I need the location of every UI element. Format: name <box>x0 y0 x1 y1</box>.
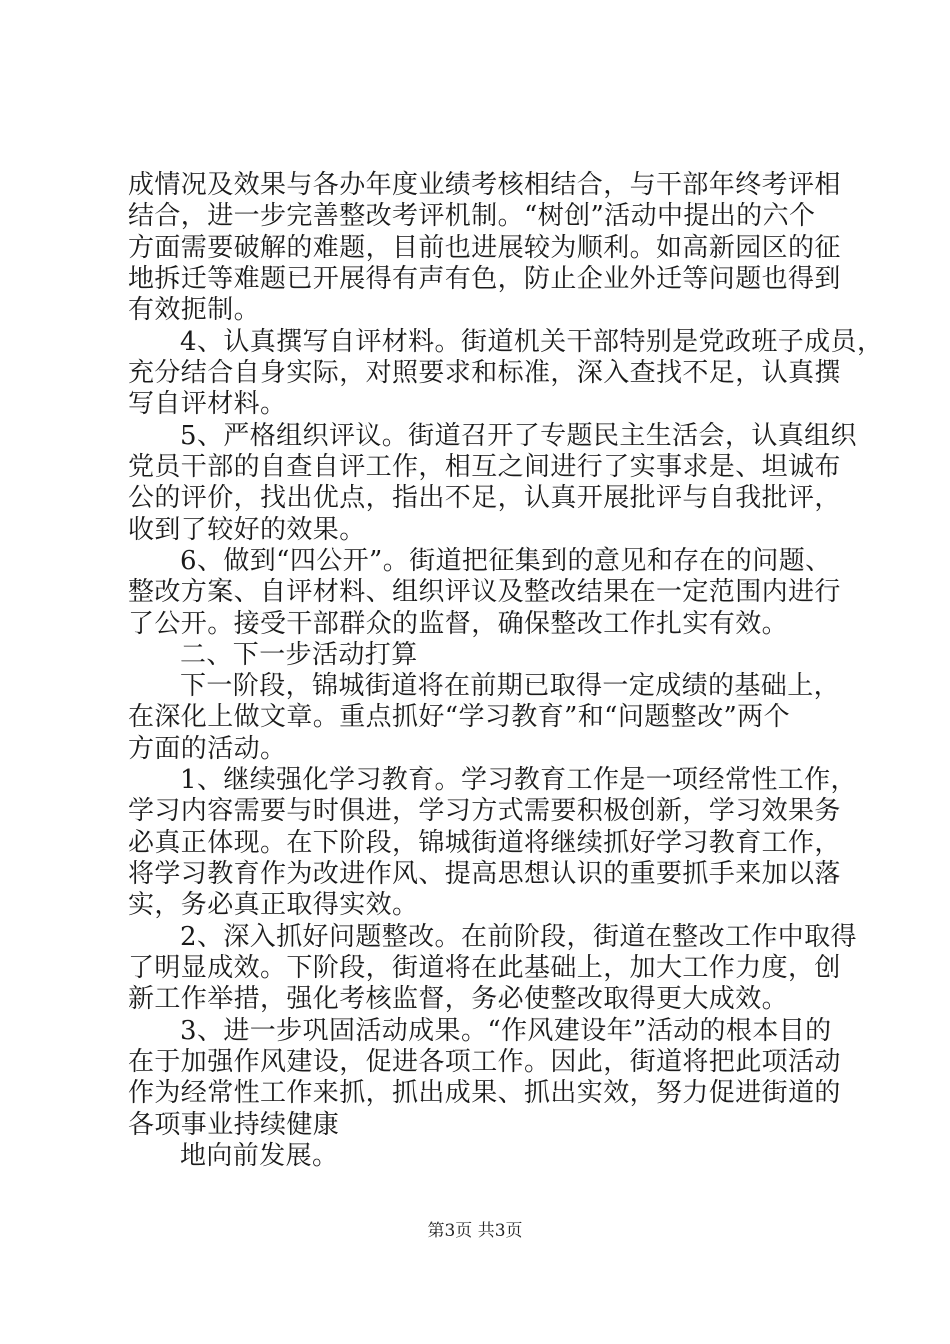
paragraph-first-line: 3、进一步巩固活动成果。“作风建设年”活动的根本目的 <box>180 1016 832 1046</box>
body-line: 学习内容需要与时俱进，学习方式需要积极创新，学习效果务 <box>128 796 841 826</box>
body-line: 了公开。接受干部群众的监督，确保整改工作扎实有效。 <box>128 609 789 639</box>
paragraph-first-line: 5、严格组织评议。街道召开了专题民主生活会，认真组织 <box>180 421 857 451</box>
body-line: 有效扼制。 <box>128 295 261 325</box>
body-line: 作为经常性工作来抓，抓出成果、抓出实效，努力促进街道的 <box>128 1078 841 1108</box>
body-line: 了明显成效。下阶段，街道将在此基础上，加大工作力度，创 <box>128 953 841 983</box>
body-line: 公的评价，找出优点，指出不足，认真开展批评与自我批评， <box>128 483 841 513</box>
body-line: 方面的活动。 <box>128 734 287 764</box>
body-line: 在深化上做文章。重点抓好“学习教育”和“问题整改”两个 <box>128 702 790 732</box>
paragraph-first-line: 2、深入抓好问题整改。在前阶段，街道在整改工作中取得 <box>180 922 857 952</box>
body-line: 方面需要破解的难题，目前也进展较为顺利。如高新园区的征 <box>128 233 841 263</box>
body-line: 新工作举措，强化考核监督，务必使整改取得更大成效。 <box>128 984 789 1014</box>
body-line: 必真正体现。在下阶段，锦城街道将继续抓好学习教育工作， <box>128 828 841 858</box>
paragraph-first-line: 下一阶段，锦城街道将在前期已取得一定成绩的基础上， <box>180 671 841 701</box>
body-line: 收到了较好的效果。 <box>128 515 366 545</box>
body-line: 在于加强作风建设，促进各项工作。因此，街道将把此项活动 <box>128 1047 841 1077</box>
body-line: 写自评材料。 <box>128 389 287 419</box>
body-line: 实，务必真正取得实效。 <box>128 890 419 920</box>
paragraph-first-line: 6、做到“四公开”。街道把征集到的意见和存在的问题、 <box>180 546 832 576</box>
body-line: 充分结合自身实际，对照要求和标准，深入查找不足，认真撰 <box>128 358 841 388</box>
body-line: 地拆迁等难题已开展得有声有色，防止企业外迁等问题也得到 <box>128 264 841 294</box>
body-line: 各项事业持续健康 <box>128 1110 340 1140</box>
body-line: 地向前发展。 <box>180 1141 339 1171</box>
body-line: 党员干部的自查自评工作，相互之间进行了实事求是、坦诚布 <box>128 452 841 482</box>
paragraph-first-line: 4、认真撰写自评材料。街道机关干部特别是党政班子成员， <box>180 327 884 357</box>
body-line: 将学习教育作为改进作风、提高思想认识的重要抓手来加以落 <box>128 859 841 889</box>
body-line: 成情况及效果与各办年度业绩考核相结合，与干部年终考评相 <box>128 170 841 200</box>
page-number-footer: 第3页 共3页 <box>427 1221 523 1241</box>
paragraph-first-line: 1、继续强化学习教育。学习教育工作是一项经常性工作， <box>180 765 857 795</box>
body-line: 结合，进一步完善整改考评机制。“树创”活动中提出的六个 <box>128 201 816 231</box>
body-line: 整改方案、自评材料、组织评议及整改结果在一定范围内进行 <box>128 577 841 607</box>
section-heading: 二、下一步活动打算 <box>180 640 418 670</box>
